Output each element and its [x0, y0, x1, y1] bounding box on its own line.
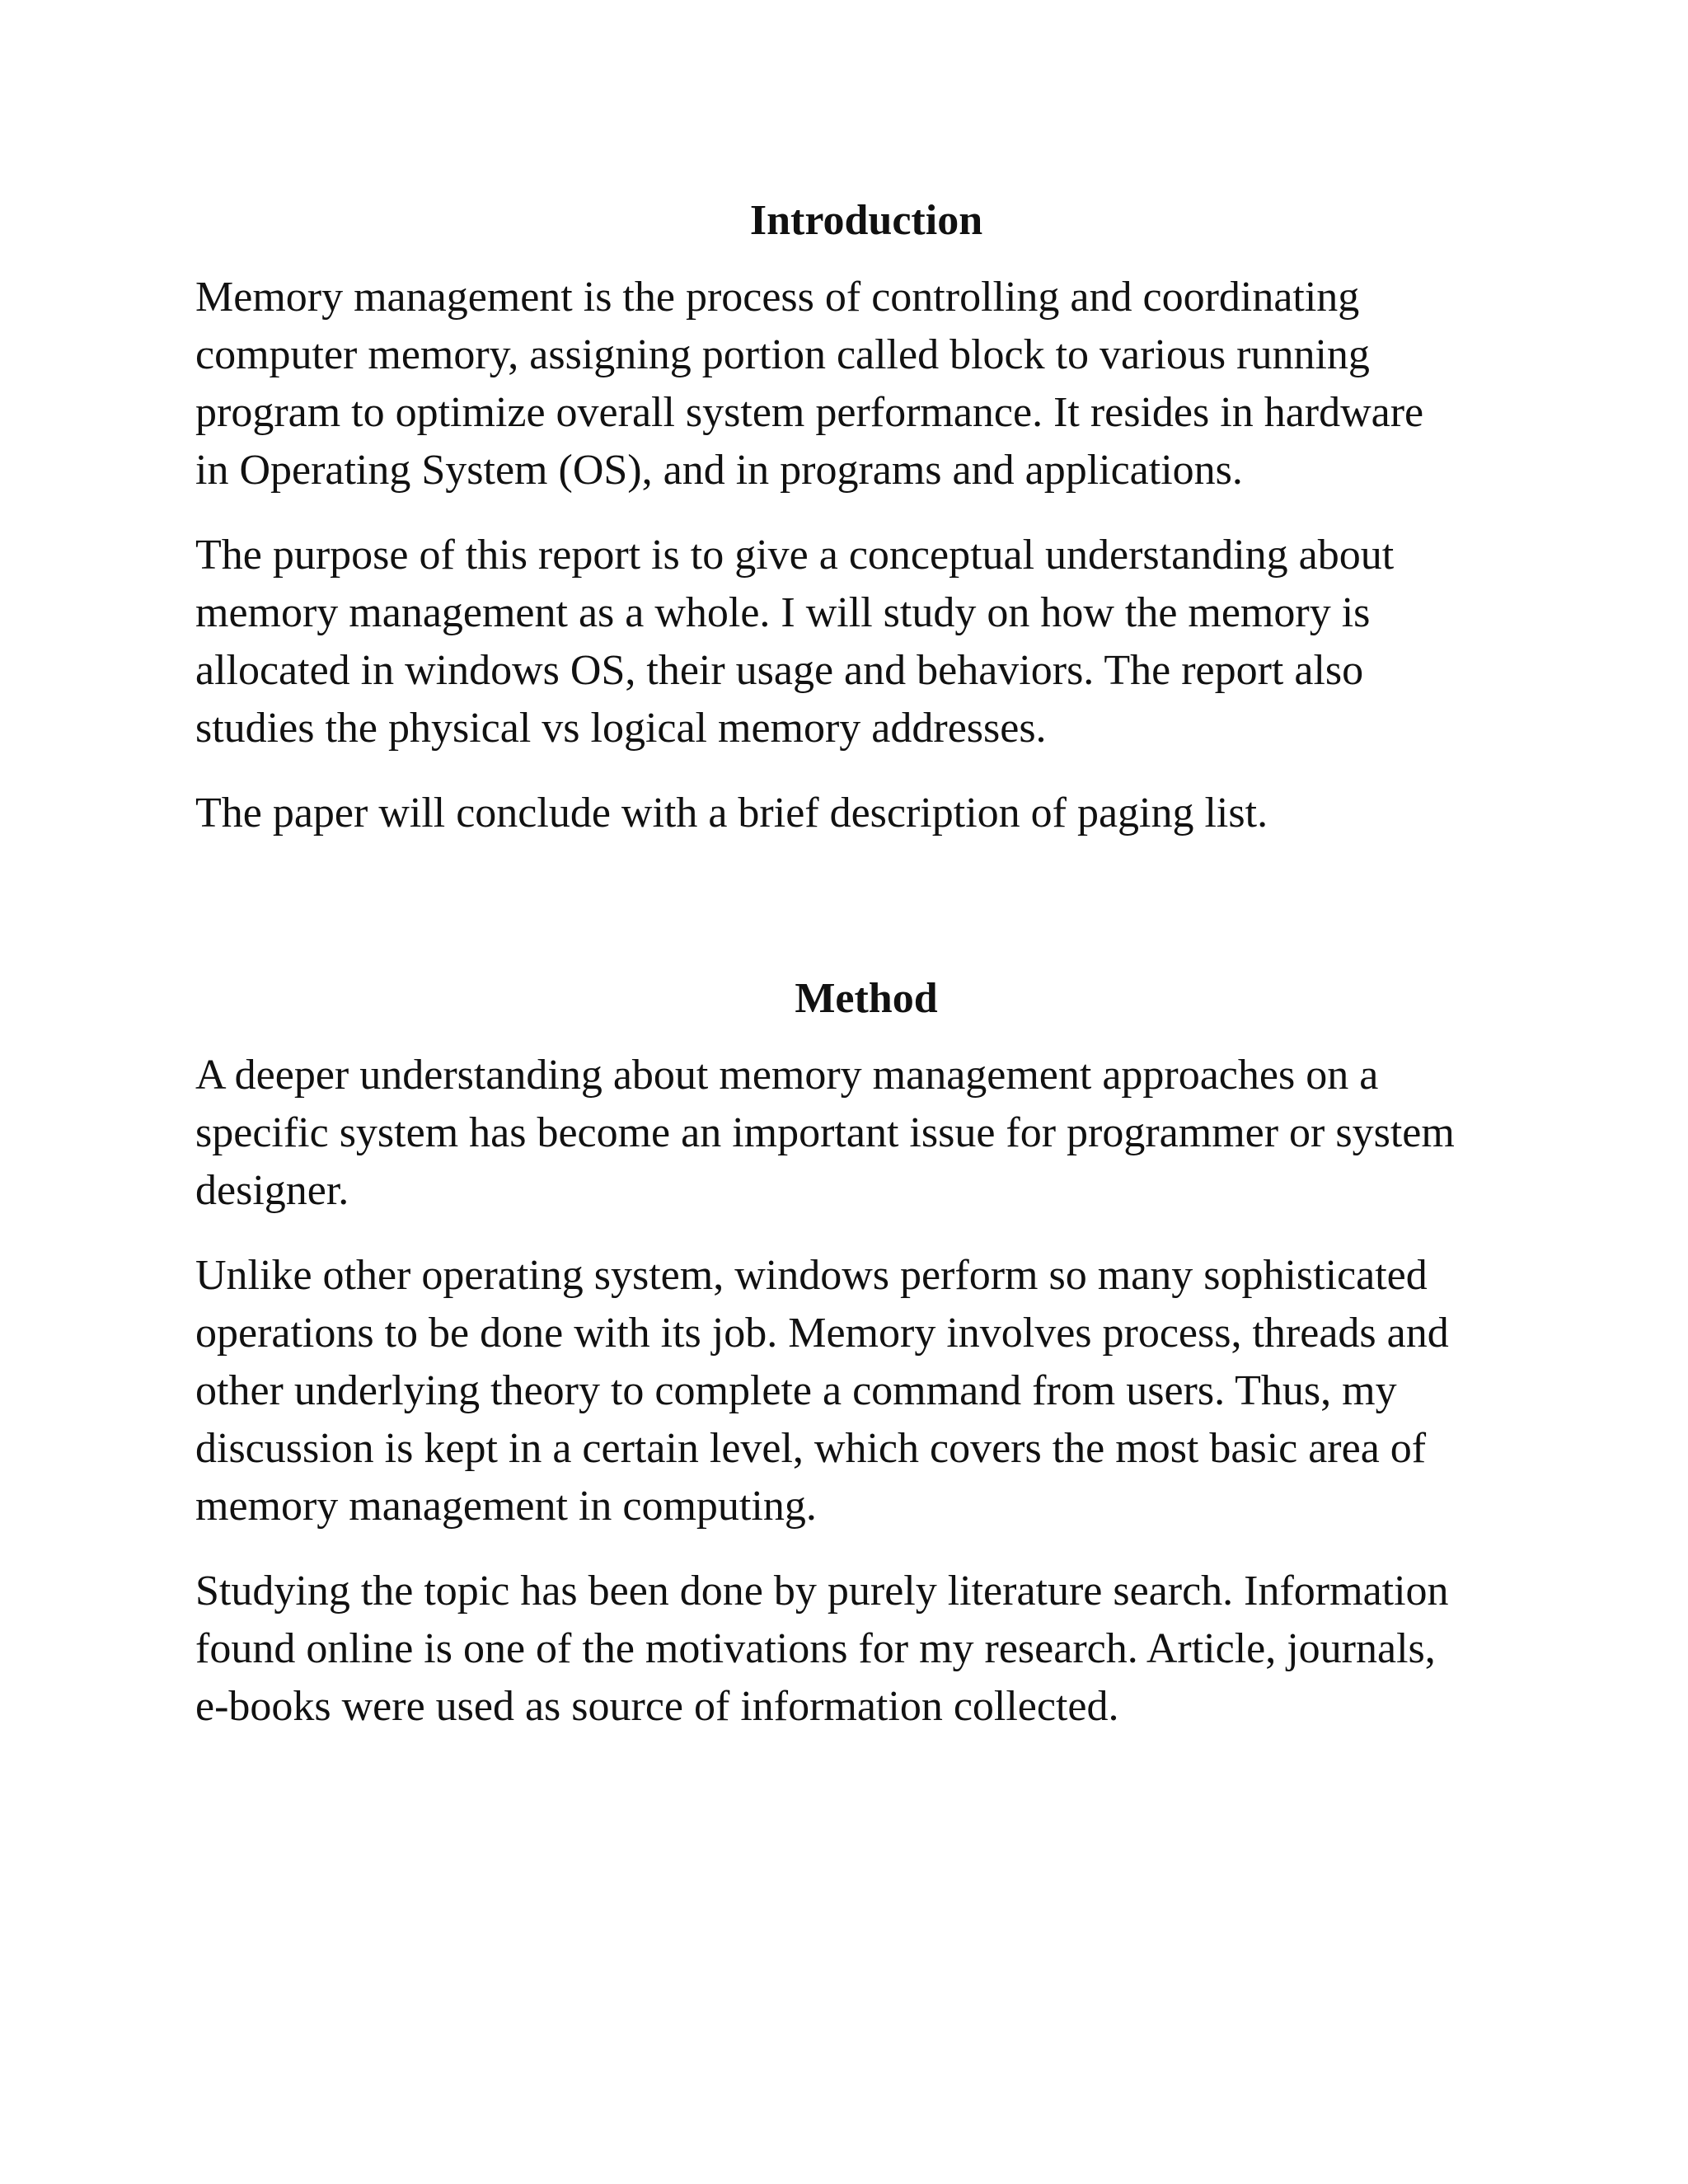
text-line: allocated in windows OS, their usage and behaviors. The report also	[195, 647, 1364, 694]
method-section	[195, 966, 1498, 1736]
text-line: specific system has become an important issue for programmer or system	[195, 1109, 1455, 1156]
text-line: designer.	[195, 1167, 349, 1214]
introduction-section	[195, 188, 1498, 842]
text-line: memory management as a whole. I will study on how the memory is	[195, 589, 1371, 636]
method-heading: Method	[795, 975, 938, 1022]
text-line: studies the physical vs logical memory addresses.	[195, 705, 1047, 752]
introduction-paragraph-2	[195, 527, 1498, 757]
text-line: program to optimize overall system performance. It resides in hardware	[195, 389, 1424, 436]
introduction-paragraph-3	[195, 785, 1498, 842]
text-line: Unlike other operating system, windows perform so many sophisticated	[195, 1252, 1428, 1299]
text-line: e-books were used as source of information collected.	[195, 1683, 1119, 1730]
introduction-heading: Introduction	[749, 197, 983, 244]
text-line: discussion is kept in a certain level, which covers the most basic area of	[195, 1425, 1427, 1472]
text-line: operations to be done with its job. Memory involves process, threads and	[195, 1310, 1449, 1357]
text-line: A deeper understanding about memory management approaches on a	[195, 1052, 1379, 1099]
text-line: computer memory, assigning portion called block to various running	[195, 331, 1370, 378]
text-line: memory management in computing.	[195, 1483, 817, 1530]
text-line: in Operating System (OS), and in programs and applications.	[195, 447, 1243, 494]
method-paragraph-1	[195, 1047, 1498, 1220]
text-line: other underlying theory to complete a command from users. Thus, my	[195, 1367, 1397, 1414]
method-paragraph-2	[195, 1247, 1498, 1535]
introduction-paragraph-1	[195, 269, 1498, 499]
text-line: The paper will conclude with a brief description of paging list.	[195, 790, 1268, 837]
text-line: Studying the topic has been done by purely literature search. Information	[195, 1568, 1449, 1615]
text-line: found online is one of the motivations for my research. Article, journals,	[195, 1625, 1436, 1672]
document-body	[195, 188, 1498, 1736]
text-line: Memory management is the process of controlling and coordinating	[195, 274, 1360, 321]
method-paragraph-3	[195, 1563, 1498, 1736]
text-line: The purpose of this report is to give a conceptual understanding about	[195, 532, 1395, 579]
